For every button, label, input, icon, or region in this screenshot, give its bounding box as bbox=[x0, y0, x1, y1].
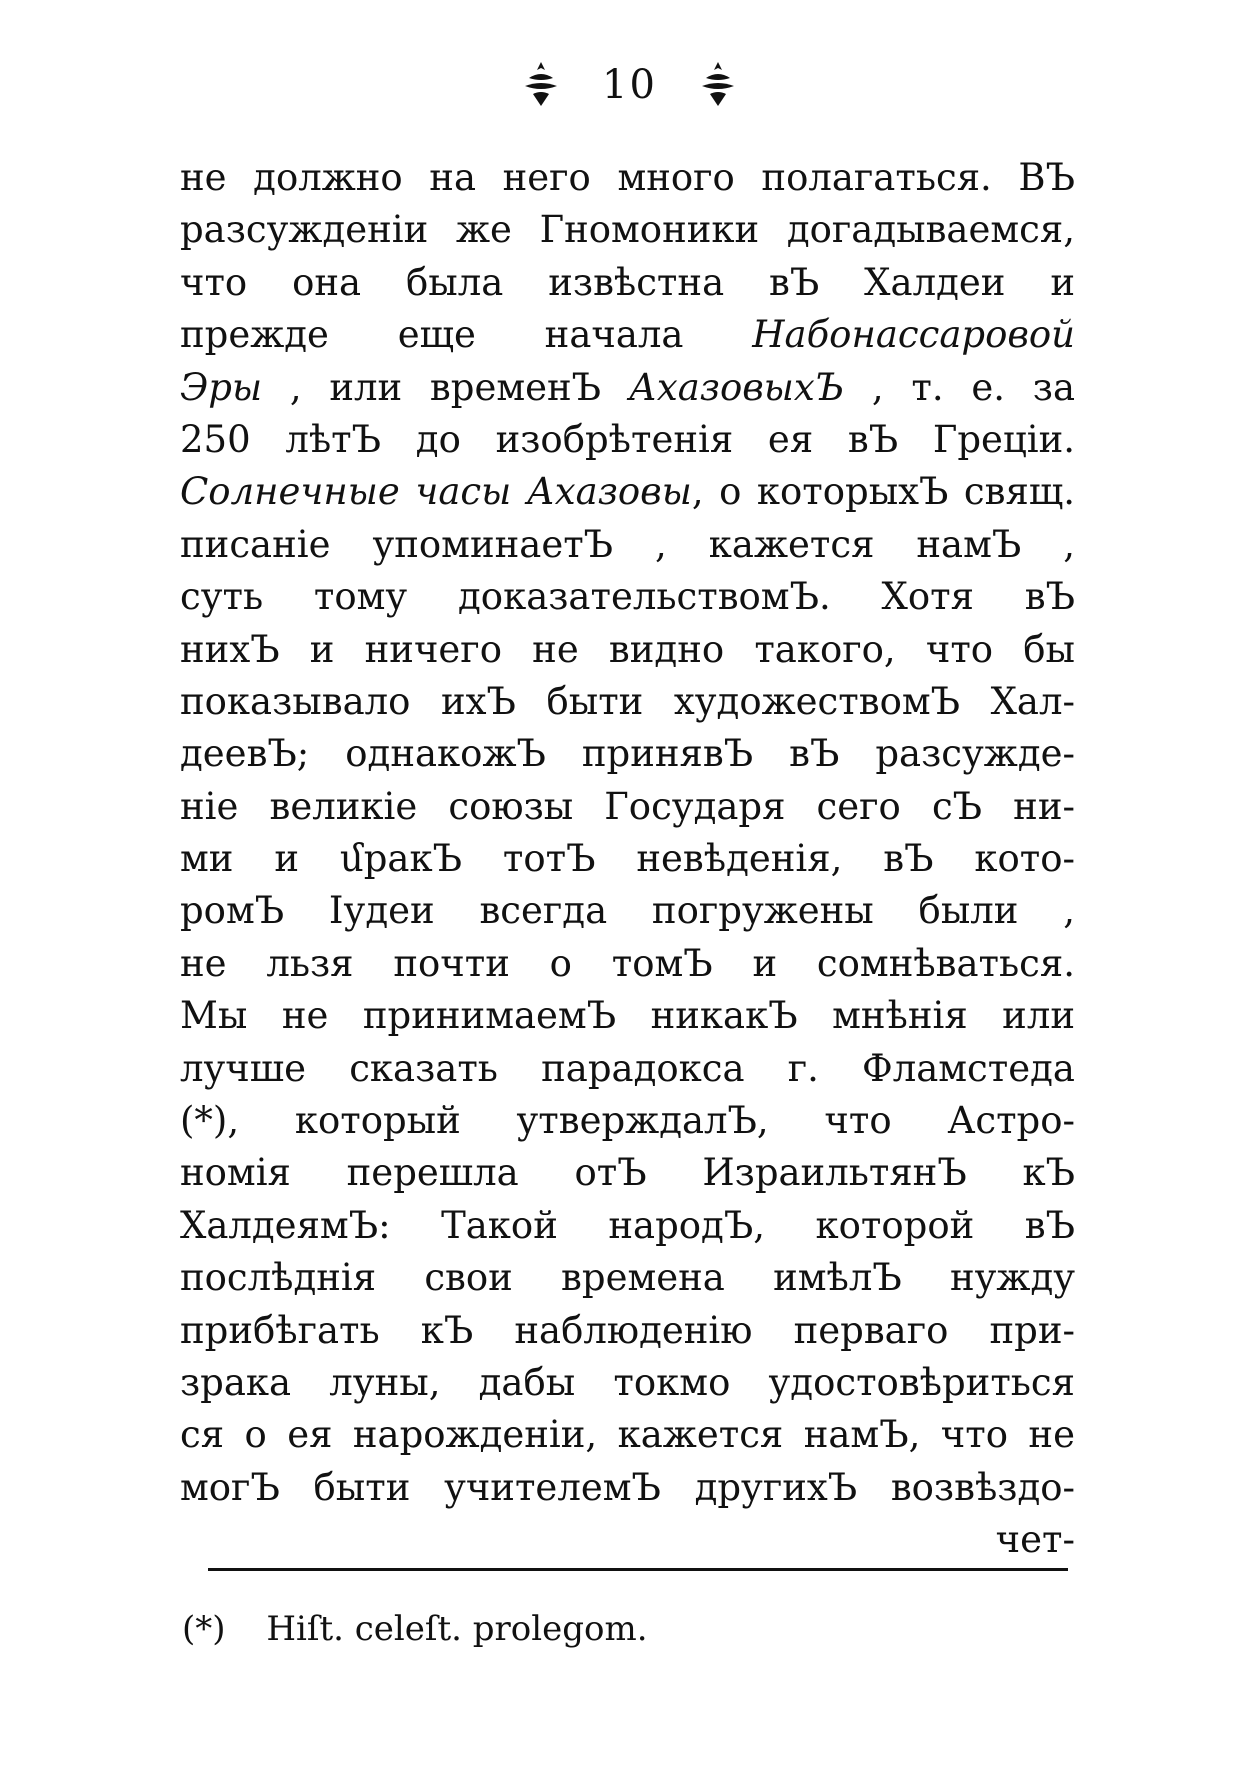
text-line: прибѣгать кЪ наблюденію перваго при- bbox=[180, 1308, 1075, 1352]
text-line: ніе великіе союзы Государя сего сЪ ни- bbox=[180, 784, 1075, 828]
footnote-mark: (*) bbox=[182, 1609, 226, 1649]
text-line: лучше сказать парадокса г. Фламстеда bbox=[180, 1046, 1075, 1090]
text-line: прежде еще начала Набонассаровой bbox=[180, 313, 1075, 357]
text-line: что она была извѣстна вЪ Халдеи и bbox=[180, 260, 1075, 304]
text-line: зрака луны, дабы токмо удостовѣриться bbox=[180, 1360, 1075, 1404]
fleuron-left-icon bbox=[519, 60, 563, 110]
text-line: Эры , или временЪ АхазовыхЪ , т. е. за bbox=[180, 365, 1075, 409]
text-line: Мы не принимаемЪ никакЪ мнѣнія или bbox=[180, 994, 1075, 1038]
text-line: ХалдеямЪ: Такой народЪ, которой вЪ bbox=[180, 1203, 1075, 1247]
catchword: чет- bbox=[995, 1518, 1075, 1562]
text-line: могЪ быти учителемЪ другихЪ возвѣздо- bbox=[180, 1465, 1075, 1509]
text-line: не льзя почти о томЪ и сомнѣваться. bbox=[180, 941, 1075, 985]
text-line: писаніе упоминаетЪ , кажется намЪ , bbox=[180, 522, 1075, 566]
text-line: (*), который утверждалЪ, что Астро- bbox=[180, 1099, 1075, 1143]
fleuron-right-icon bbox=[696, 60, 740, 110]
page-number: 10 bbox=[602, 62, 657, 108]
body-text bbox=[180, 152, 1075, 1567]
text-line: деевЪ; однакожЪ принявЪ вЪ разсужде- bbox=[180, 732, 1075, 776]
text-line: ромЪ Іудеи всегда погружены были , bbox=[180, 889, 1075, 933]
text-line: ми и մракЪ тотЪ невѣденія, вЪ кото- bbox=[180, 837, 1075, 881]
text-line: показывало ихЪ быти художествомЪ Хал- bbox=[180, 679, 1075, 723]
footnote bbox=[182, 1604, 648, 1654]
text-line: номія перешла отЪ ИзраильтянЪ кЪ bbox=[180, 1151, 1075, 1195]
page-header bbox=[0, 52, 1259, 115]
text-line: Солнечные часы Ахазовы, о которыхЪ свящ. bbox=[180, 470, 1075, 514]
text-line: 250 лѣтЪ до изобрѣтенія ея вЪ Греціи. bbox=[180, 417, 1075, 461]
text-line: разсужденіи же Гномоники догадываемся, bbox=[180, 208, 1075, 252]
footnote-divider bbox=[208, 1568, 1068, 1571]
text-line: не должно на него много полагаться. ВЪ bbox=[180, 156, 1075, 199]
footnote-text: Hiſt. celeſt. prolegom. bbox=[266, 1609, 648, 1649]
text-line: ся о ея нарожденіи, кажется намЪ, что не bbox=[180, 1413, 1075, 1457]
text-line: суть тому доказательствомЪ. Хотя вЪ bbox=[180, 575, 1075, 619]
text-line: послѣднія свои времена имѣлЪ нужду bbox=[180, 1256, 1075, 1300]
text-line: нихЪ и ничего не видно такого, что бы bbox=[180, 627, 1075, 671]
